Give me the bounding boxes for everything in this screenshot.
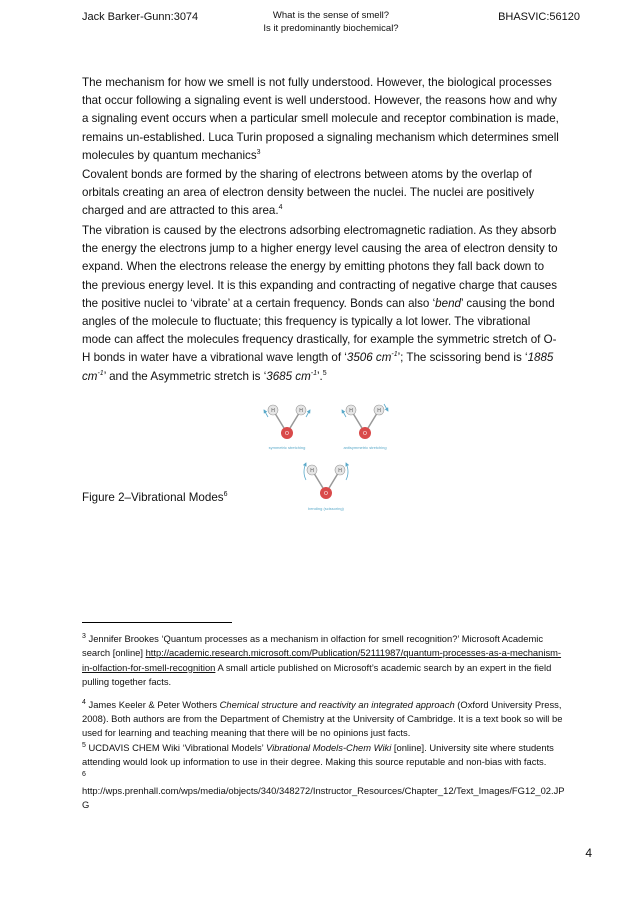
paragraph-3-text-e: ’. [316, 369, 323, 383]
value-symmetric: 3506 $cm^{-1}$ [346, 351, 398, 365]
header-author: Jack Barker-Gunn:3074 [82, 11, 199, 23]
molecule-right [342, 404, 388, 450]
paragraph-3-bend: bend [435, 296, 461, 310]
asymmetric-label: antisymmetric stretching [343, 445, 387, 450]
page-number: 4 [585, 846, 592, 860]
h-label: H [310, 468, 314, 474]
footnotes [82, 632, 570, 813]
footnote-5: $^5$ UCDAVIS CHEM Wiki ‘Vibrational Models’ Vibrational Models-Chem Wiki [online]. University site where students attending would look up information to use in their degree. Making this source reputable and non-bias with facts. [82, 741, 554, 768]
paragraph-covalent-bonds [82, 166, 560, 221]
ref-6: 6 [223, 491, 228, 499]
vibrational-modes-figure [262, 400, 392, 522]
paragraph-3-text-d: ’ and the Asymmetric stretch is ‘ [103, 369, 267, 383]
footnote-6: http://wps.prenhall.com/wps/media/objects/340/348272/Instructor_Resources/Chapter_12/Text_Images/FG12_02.JPG [82, 785, 565, 811]
ref-4: 4 [278, 204, 283, 212]
paragraph-vibration [82, 222, 560, 386]
molecule-bottom [304, 463, 348, 511]
paragraph-3-text-a: The vibration is caused by the electrons adsorbing electromagnetic radiation. As they absorb the energy the electrons jump to a higher energy level causing the area of electron density to expand. When the electrons release the energy by emitting photons they fall back down to the previous energy level. It is this expanding and contracting of negative charge that causes the positive nuclei to ‘vibrate’ at a certain frequency. Bonds can also ‘ [82, 224, 558, 310]
paragraph-mechanism [82, 74, 560, 165]
symmetric-label: symmetric stretching [268, 445, 306, 450]
o-label: O [324, 491, 328, 497]
molecule-left [264, 405, 310, 450]
ref-5: 5 [322, 369, 327, 377]
h-label: H [377, 408, 381, 414]
footnote-6-number: 6 [82, 770, 86, 778]
bending-label: bending (scissoring) [308, 506, 344, 511]
footnote-4: $^4$ James Keeler & Peter Wothers Chemical structure and reactivity an integrated approach (Oxford University Press, 2008). Both authors are from the Department of Chemistry at the University of Cambridge. It is a text book so will be used for learning and teaching meaning that there will be no opinions just facts. [82, 698, 563, 739]
figure-caption: Figure 2–Vibrational Modes$^6$ [82, 491, 228, 504]
h-label: H [338, 468, 342, 474]
o-label: O [285, 431, 289, 437]
footnote-3-link[interactable]: http://academic.research.microsoft.com/Publication/52111987/quantum-processes-as-a-mechanism-in-olfaction-for-smell-recognition [82, 647, 562, 673]
header-title-line1: What is the sense of smell? [272, 10, 390, 21]
h-label: H [299, 408, 303, 414]
paragraph-3-text-b: ’ causing the bond angles of the molecule to fluctuate; this frequency is typically a lot lower. The vibrational mode can affect the molecules frequency drastically, for example the symmetric stretch of O-H bonds in water have a vibrational wave length of ‘ [82, 296, 557, 365]
footnote-3: $^3$ Jennifer Brookes ‘Quantum processes as a mechanism in olfaction for smell recognition?’ Microsoft Academic search [online] http://academic.research.microsoft.com/Publication/52111987/quantum-processes-as-a-mechanism-in-olfaction-for-smell-recognition A small article published on Microsoft’s academic search by an expert in the field pulling together facts. [82, 632, 562, 688]
h-label: H [271, 408, 275, 414]
o-label: O [363, 431, 367, 437]
header-title-line2: Is it predominantly biochemical? [263, 23, 399, 34]
paragraph-2-text: Covalent bonds are formed by the sharing of electrons between atoms by the overlap of orbitals creating an area of electron density between the nuclei. The nuclei are positively charged and are attracted to this area. [82, 168, 535, 218]
paragraph-3-text-c: ’; The scissoring bend is ‘ [397, 351, 528, 365]
ref-3: 3 [256, 148, 261, 156]
paragraph-1-text: The mechanism for how we smell is not fully understood. However, the biological processes that occur following a signaling event is well understood. However, the reasons how and why a signaling event occurs when a particular smell molecule and receptor combination is made, remains un-established. Luca Turin proposed a signaling mechanism which determines smell molecules by quantum mechanics [82, 76, 559, 162]
value-scissoring: 1885 $cm^{-1}$ [82, 351, 554, 383]
value-asymmetric: 3685 $cm^{-1}$ [266, 369, 317, 383]
header-candidate: BHASVIC:56120 [498, 11, 580, 23]
h-label: H [349, 408, 353, 414]
footnote-divider [82, 622, 232, 623]
